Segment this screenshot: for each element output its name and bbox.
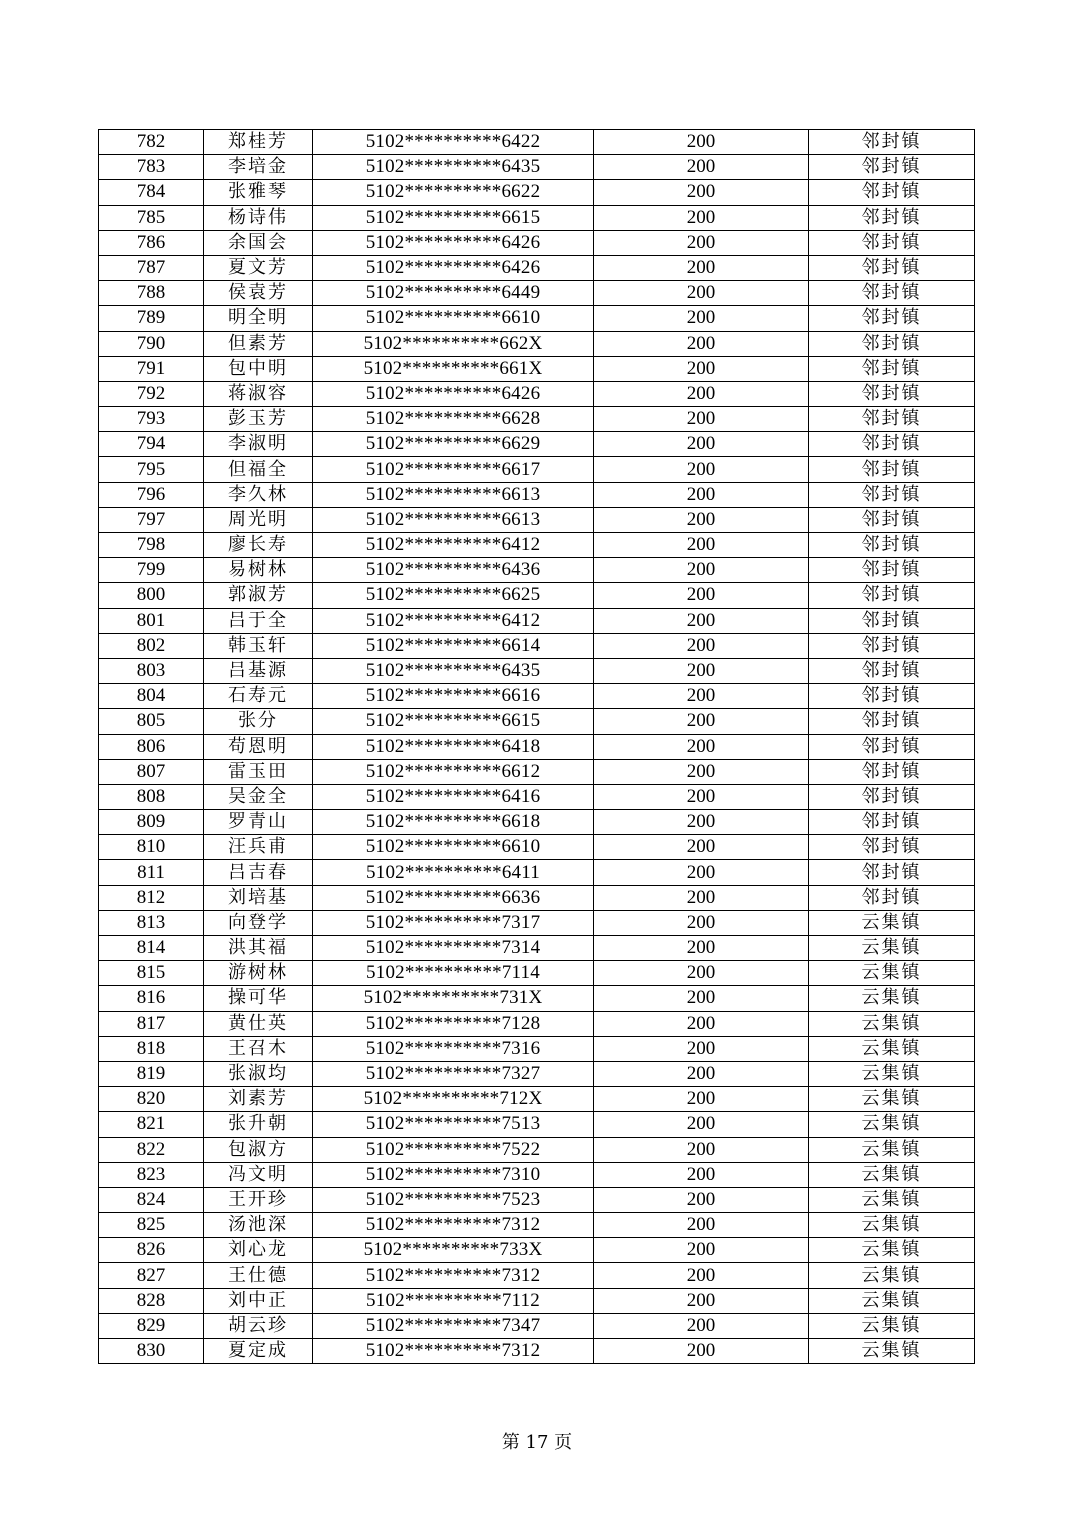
name-cell: 李久林 bbox=[204, 482, 313, 507]
id-number-cell: 5102**********7312 bbox=[313, 1263, 594, 1288]
id-number-cell: 5102**********7523 bbox=[313, 1187, 594, 1212]
row-number-cell: 811 bbox=[99, 860, 204, 885]
amount-cell: 200 bbox=[594, 356, 809, 381]
table-row bbox=[99, 709, 975, 734]
table-row bbox=[99, 885, 975, 910]
name-cell: 刘心龙 bbox=[204, 1238, 313, 1263]
table-row bbox=[99, 936, 975, 961]
name-cell: 夏文芳 bbox=[204, 255, 313, 280]
name-cell: 但福全 bbox=[204, 457, 313, 482]
table-row bbox=[99, 1137, 975, 1162]
table-row bbox=[99, 1112, 975, 1137]
table-row bbox=[99, 1339, 975, 1364]
row-number-cell: 797 bbox=[99, 507, 204, 532]
id-number-cell: 5102**********7310 bbox=[313, 1162, 594, 1187]
amount-cell: 200 bbox=[594, 608, 809, 633]
table-row bbox=[99, 1162, 975, 1187]
town-cell: 邻封镇 bbox=[809, 306, 975, 331]
table-row bbox=[99, 230, 975, 255]
town-cell: 邻封镇 bbox=[809, 130, 975, 155]
row-number-cell: 792 bbox=[99, 381, 204, 406]
amount-cell: 200 bbox=[594, 533, 809, 558]
table-row bbox=[99, 684, 975, 709]
table-row bbox=[99, 130, 975, 155]
id-number-cell: 5102**********6416 bbox=[313, 784, 594, 809]
town-cell: 云集镇 bbox=[809, 1087, 975, 1112]
town-cell: 邻封镇 bbox=[809, 784, 975, 809]
table-row bbox=[99, 1011, 975, 1036]
row-number-cell: 830 bbox=[99, 1339, 204, 1364]
id-number-cell: 5102**********6610 bbox=[313, 835, 594, 860]
amount-cell: 200 bbox=[594, 281, 809, 306]
name-cell: 刘中正 bbox=[204, 1288, 313, 1313]
table-row bbox=[99, 986, 975, 1011]
row-number-cell: 807 bbox=[99, 759, 204, 784]
id-number-cell: 5102**********6615 bbox=[313, 205, 594, 230]
row-number-cell: 825 bbox=[99, 1213, 204, 1238]
town-cell: 云集镇 bbox=[809, 1313, 975, 1338]
town-cell: 云集镇 bbox=[809, 1061, 975, 1086]
name-cell: 刘培基 bbox=[204, 885, 313, 910]
amount-cell: 200 bbox=[594, 658, 809, 683]
row-number-cell: 822 bbox=[99, 1137, 204, 1162]
name-cell: 张分 bbox=[204, 709, 313, 734]
town-cell: 邻封镇 bbox=[809, 281, 975, 306]
table-row bbox=[99, 205, 975, 230]
row-number-cell: 810 bbox=[99, 835, 204, 860]
row-number-cell: 802 bbox=[99, 633, 204, 658]
town-cell: 邻封镇 bbox=[809, 381, 975, 406]
table-row bbox=[99, 482, 975, 507]
id-number-cell: 5102**********731X bbox=[313, 986, 594, 1011]
id-number-cell: 5102**********6616 bbox=[313, 684, 594, 709]
table-row bbox=[99, 306, 975, 331]
town-cell: 邻封镇 bbox=[809, 155, 975, 180]
name-cell: 苟恩明 bbox=[204, 734, 313, 759]
table-row bbox=[99, 658, 975, 683]
id-number-cell: 5102**********6426 bbox=[313, 255, 594, 280]
amount-cell: 200 bbox=[594, 1162, 809, 1187]
table-row bbox=[99, 860, 975, 885]
town-cell: 邻封镇 bbox=[809, 533, 975, 558]
id-number-cell: 5102**********7128 bbox=[313, 1011, 594, 1036]
id-number-cell: 5102**********6422 bbox=[313, 130, 594, 155]
table-row bbox=[99, 180, 975, 205]
id-number-cell: 5102**********6436 bbox=[313, 558, 594, 583]
amount-cell: 200 bbox=[594, 860, 809, 885]
row-number-cell: 786 bbox=[99, 230, 204, 255]
id-number-cell: 5102**********6412 bbox=[313, 533, 594, 558]
id-number-cell: 5102**********6426 bbox=[313, 381, 594, 406]
name-cell: 黄仕英 bbox=[204, 1011, 313, 1036]
town-cell: 邻封镇 bbox=[809, 507, 975, 532]
name-cell: 杨诗伟 bbox=[204, 205, 313, 230]
table-row bbox=[99, 910, 975, 935]
name-cell: 郭淑芳 bbox=[204, 583, 313, 608]
town-cell: 云集镇 bbox=[809, 1162, 975, 1187]
row-number-cell: 826 bbox=[99, 1238, 204, 1263]
amount-cell: 200 bbox=[594, 507, 809, 532]
row-number-cell: 787 bbox=[99, 255, 204, 280]
name-cell: 包淑方 bbox=[204, 1137, 313, 1162]
amount-cell: 200 bbox=[594, 810, 809, 835]
amount-cell: 200 bbox=[594, 457, 809, 482]
name-cell: 汤池深 bbox=[204, 1213, 313, 1238]
row-number-cell: 819 bbox=[99, 1061, 204, 1086]
name-cell: 周光明 bbox=[204, 507, 313, 532]
id-number-cell: 5102**********7316 bbox=[313, 1036, 594, 1061]
table-row bbox=[99, 1213, 975, 1238]
amount-cell: 200 bbox=[594, 684, 809, 709]
id-number-cell: 5102**********662X bbox=[313, 331, 594, 356]
id-number-cell: 5102**********6618 bbox=[313, 810, 594, 835]
row-number-cell: 808 bbox=[99, 784, 204, 809]
name-cell: 胡云珍 bbox=[204, 1313, 313, 1338]
row-number-cell: 790 bbox=[99, 331, 204, 356]
name-cell: 王召木 bbox=[204, 1036, 313, 1061]
id-number-cell: 5102**********6614 bbox=[313, 633, 594, 658]
id-number-cell: 5102**********6613 bbox=[313, 482, 594, 507]
table-row bbox=[99, 1288, 975, 1313]
table-row bbox=[99, 1313, 975, 1338]
row-number-cell: 816 bbox=[99, 986, 204, 1011]
town-cell: 云集镇 bbox=[809, 1036, 975, 1061]
table-row bbox=[99, 759, 975, 784]
name-cell: 张淑均 bbox=[204, 1061, 313, 1086]
amount-cell: 200 bbox=[594, 1263, 809, 1288]
row-number-cell: 829 bbox=[99, 1313, 204, 1338]
town-cell: 邻封镇 bbox=[809, 709, 975, 734]
table-row bbox=[99, 734, 975, 759]
id-number-cell: 5102**********7317 bbox=[313, 910, 594, 935]
town-cell: 邻封镇 bbox=[809, 180, 975, 205]
town-cell: 邻封镇 bbox=[809, 835, 975, 860]
table-row bbox=[99, 558, 975, 583]
town-cell: 云集镇 bbox=[809, 1011, 975, 1036]
row-number-cell: 788 bbox=[99, 281, 204, 306]
row-number-cell: 805 bbox=[99, 709, 204, 734]
id-number-cell: 5102**********6435 bbox=[313, 155, 594, 180]
table-row bbox=[99, 1187, 975, 1212]
amount-cell: 200 bbox=[594, 155, 809, 180]
name-cell: 雷玉田 bbox=[204, 759, 313, 784]
name-cell: 但素芳 bbox=[204, 331, 313, 356]
name-cell: 易树林 bbox=[204, 558, 313, 583]
table-row bbox=[99, 507, 975, 532]
row-number-cell: 818 bbox=[99, 1036, 204, 1061]
amount-cell: 200 bbox=[594, 1187, 809, 1212]
row-number-cell: 791 bbox=[99, 356, 204, 381]
id-number-cell: 5102**********7522 bbox=[313, 1137, 594, 1162]
name-cell: 蒋淑容 bbox=[204, 381, 313, 406]
name-cell: 吕基源 bbox=[204, 658, 313, 683]
name-cell: 冯文明 bbox=[204, 1162, 313, 1187]
name-cell: 罗青山 bbox=[204, 810, 313, 835]
id-number-cell: 5102**********661X bbox=[313, 356, 594, 381]
row-number-cell: 823 bbox=[99, 1162, 204, 1187]
amount-cell: 200 bbox=[594, 633, 809, 658]
town-cell: 邻封镇 bbox=[809, 432, 975, 457]
amount-cell: 200 bbox=[594, 1112, 809, 1137]
row-number-cell: 785 bbox=[99, 205, 204, 230]
amount-cell: 200 bbox=[594, 331, 809, 356]
amount-cell: 200 bbox=[594, 230, 809, 255]
id-number-cell: 5102**********6411 bbox=[313, 860, 594, 885]
id-number-cell: 5102**********6418 bbox=[313, 734, 594, 759]
row-number-cell: 812 bbox=[99, 885, 204, 910]
id-number-cell: 5102**********7312 bbox=[313, 1339, 594, 1364]
table-row bbox=[99, 1036, 975, 1061]
table-row bbox=[99, 255, 975, 280]
town-cell: 邻封镇 bbox=[809, 810, 975, 835]
amount-cell: 200 bbox=[594, 205, 809, 230]
table-row bbox=[99, 381, 975, 406]
row-number-cell: 804 bbox=[99, 684, 204, 709]
row-number-cell: 794 bbox=[99, 432, 204, 457]
row-number-cell: 801 bbox=[99, 608, 204, 633]
amount-cell: 200 bbox=[594, 885, 809, 910]
amount-cell: 200 bbox=[594, 1288, 809, 1313]
town-cell: 云集镇 bbox=[809, 1238, 975, 1263]
id-number-cell: 5102**********6612 bbox=[313, 759, 594, 784]
amount-cell: 200 bbox=[594, 986, 809, 1011]
table-row bbox=[99, 331, 975, 356]
id-number-cell: 5102**********6636 bbox=[313, 885, 594, 910]
amount-cell: 200 bbox=[594, 835, 809, 860]
table-row bbox=[99, 1087, 975, 1112]
town-cell: 邻封镇 bbox=[809, 356, 975, 381]
name-cell: 向登学 bbox=[204, 910, 313, 935]
id-number-cell: 5102**********6613 bbox=[313, 507, 594, 532]
town-cell: 云集镇 bbox=[809, 1339, 975, 1364]
id-number-cell: 5102**********7347 bbox=[313, 1313, 594, 1338]
town-cell: 云集镇 bbox=[809, 1187, 975, 1212]
town-cell: 邻封镇 bbox=[809, 331, 975, 356]
town-cell: 云集镇 bbox=[809, 1137, 975, 1162]
id-number-cell: 5102**********6426 bbox=[313, 230, 594, 255]
town-cell: 云集镇 bbox=[809, 1288, 975, 1313]
town-cell: 邻封镇 bbox=[809, 583, 975, 608]
subsidy-roster-table bbox=[98, 129, 975, 1364]
row-number-cell: 793 bbox=[99, 407, 204, 432]
name-cell: 王开珍 bbox=[204, 1187, 313, 1212]
row-number-cell: 800 bbox=[99, 583, 204, 608]
name-cell: 吕吉春 bbox=[204, 860, 313, 885]
row-number-cell: 824 bbox=[99, 1187, 204, 1212]
row-number-cell: 809 bbox=[99, 810, 204, 835]
name-cell: 洪其福 bbox=[204, 936, 313, 961]
town-cell: 邻封镇 bbox=[809, 407, 975, 432]
amount-cell: 200 bbox=[594, 583, 809, 608]
name-cell: 包中明 bbox=[204, 356, 313, 381]
name-cell: 吕于全 bbox=[204, 608, 313, 633]
id-number-cell: 5102**********7327 bbox=[313, 1061, 594, 1086]
row-number-cell: 820 bbox=[99, 1087, 204, 1112]
amount-cell: 200 bbox=[594, 759, 809, 784]
amount-cell: 200 bbox=[594, 432, 809, 457]
amount-cell: 200 bbox=[594, 1137, 809, 1162]
town-cell: 邻封镇 bbox=[809, 759, 975, 784]
table-row bbox=[99, 633, 975, 658]
row-number-cell: 798 bbox=[99, 533, 204, 558]
town-cell: 邻封镇 bbox=[809, 558, 975, 583]
amount-cell: 200 bbox=[594, 381, 809, 406]
row-number-cell: 814 bbox=[99, 936, 204, 961]
town-cell: 邻封镇 bbox=[809, 860, 975, 885]
name-cell: 明全明 bbox=[204, 306, 313, 331]
amount-cell: 200 bbox=[594, 306, 809, 331]
id-number-cell: 5102**********7314 bbox=[313, 936, 594, 961]
id-number-cell: 5102**********6412 bbox=[313, 608, 594, 633]
row-number-cell: 821 bbox=[99, 1112, 204, 1137]
amount-cell: 200 bbox=[594, 784, 809, 809]
row-number-cell: 815 bbox=[99, 961, 204, 986]
table-row bbox=[99, 784, 975, 809]
name-cell: 韩玉轩 bbox=[204, 633, 313, 658]
town-cell: 云集镇 bbox=[809, 936, 975, 961]
page-number: 第 17 页 bbox=[501, 1432, 573, 1453]
amount-cell: 200 bbox=[594, 1213, 809, 1238]
amount-cell: 200 bbox=[594, 709, 809, 734]
amount-cell: 200 bbox=[594, 1087, 809, 1112]
row-number-cell: 828 bbox=[99, 1288, 204, 1313]
town-cell: 邻封镇 bbox=[809, 734, 975, 759]
id-number-cell: 5102**********6625 bbox=[313, 583, 594, 608]
name-cell: 余国会 bbox=[204, 230, 313, 255]
row-number-cell: 827 bbox=[99, 1263, 204, 1288]
town-cell: 邻封镇 bbox=[809, 230, 975, 255]
amount-cell: 200 bbox=[594, 1036, 809, 1061]
amount-cell: 200 bbox=[594, 558, 809, 583]
amount-cell: 200 bbox=[594, 1061, 809, 1086]
town-cell: 云集镇 bbox=[809, 961, 975, 986]
row-number-cell: 799 bbox=[99, 558, 204, 583]
amount-cell: 200 bbox=[594, 936, 809, 961]
name-cell: 李培金 bbox=[204, 155, 313, 180]
row-number-cell: 803 bbox=[99, 658, 204, 683]
row-number-cell: 789 bbox=[99, 306, 204, 331]
town-cell: 云集镇 bbox=[809, 910, 975, 935]
amount-cell: 200 bbox=[594, 482, 809, 507]
row-number-cell: 784 bbox=[99, 180, 204, 205]
town-cell: 邻封镇 bbox=[809, 482, 975, 507]
amount-cell: 200 bbox=[594, 734, 809, 759]
id-number-cell: 5102**********712X bbox=[313, 1087, 594, 1112]
id-number-cell: 5102**********6617 bbox=[313, 457, 594, 482]
name-cell: 刘素芳 bbox=[204, 1087, 313, 1112]
id-number-cell: 5102**********6610 bbox=[313, 306, 594, 331]
amount-cell: 200 bbox=[594, 1238, 809, 1263]
town-cell: 邻封镇 bbox=[809, 684, 975, 709]
row-number-cell: 783 bbox=[99, 155, 204, 180]
id-number-cell: 5102**********6622 bbox=[313, 180, 594, 205]
id-number-cell: 5102**********6628 bbox=[313, 407, 594, 432]
amount-cell: 200 bbox=[594, 130, 809, 155]
amount-cell: 200 bbox=[594, 1339, 809, 1364]
name-cell: 侯袁芳 bbox=[204, 281, 313, 306]
roster-body bbox=[99, 130, 975, 1364]
town-cell: 云集镇 bbox=[809, 1213, 975, 1238]
id-number-cell: 5102**********6435 bbox=[313, 658, 594, 683]
town-cell: 邻封镇 bbox=[809, 255, 975, 280]
id-number-cell: 5102**********7312 bbox=[313, 1213, 594, 1238]
name-cell: 郑桂芳 bbox=[204, 130, 313, 155]
name-cell: 王仕德 bbox=[204, 1263, 313, 1288]
table-row bbox=[99, 281, 975, 306]
town-cell: 云集镇 bbox=[809, 986, 975, 1011]
table-row bbox=[99, 1263, 975, 1288]
table-row bbox=[99, 961, 975, 986]
row-number-cell: 795 bbox=[99, 457, 204, 482]
town-cell: 邻封镇 bbox=[809, 457, 975, 482]
id-number-cell: 5102**********6615 bbox=[313, 709, 594, 734]
table-row bbox=[99, 533, 975, 558]
id-number-cell: 5102**********7112 bbox=[313, 1288, 594, 1313]
row-number-cell: 796 bbox=[99, 482, 204, 507]
name-cell: 彭玉芳 bbox=[204, 407, 313, 432]
name-cell: 吴金全 bbox=[204, 784, 313, 809]
row-number-cell: 817 bbox=[99, 1011, 204, 1036]
row-number-cell: 782 bbox=[99, 130, 204, 155]
amount-cell: 200 bbox=[594, 180, 809, 205]
amount-cell: 200 bbox=[594, 961, 809, 986]
row-number-cell: 813 bbox=[99, 910, 204, 935]
town-cell: 邻封镇 bbox=[809, 885, 975, 910]
amount-cell: 200 bbox=[594, 910, 809, 935]
table-row bbox=[99, 810, 975, 835]
name-cell: 操可华 bbox=[204, 986, 313, 1011]
table-row bbox=[99, 1238, 975, 1263]
table-row bbox=[99, 608, 975, 633]
table-row bbox=[99, 432, 975, 457]
name-cell: 张雅琴 bbox=[204, 180, 313, 205]
town-cell: 云集镇 bbox=[809, 1112, 975, 1137]
id-number-cell: 5102**********6629 bbox=[313, 432, 594, 457]
id-number-cell: 5102**********7114 bbox=[313, 961, 594, 986]
table-row bbox=[99, 583, 975, 608]
town-cell: 邻封镇 bbox=[809, 608, 975, 633]
town-cell: 邻封镇 bbox=[809, 205, 975, 230]
town-cell: 邻封镇 bbox=[809, 633, 975, 658]
table-row bbox=[99, 835, 975, 860]
name-cell: 夏定成 bbox=[204, 1339, 313, 1364]
amount-cell: 200 bbox=[594, 407, 809, 432]
id-number-cell: 5102**********7513 bbox=[313, 1112, 594, 1137]
name-cell: 石寿元 bbox=[204, 684, 313, 709]
table-row bbox=[99, 407, 975, 432]
table-row bbox=[99, 356, 975, 381]
table-row bbox=[99, 457, 975, 482]
id-number-cell: 5102**********6449 bbox=[313, 281, 594, 306]
amount-cell: 200 bbox=[594, 1011, 809, 1036]
row-number-cell: 806 bbox=[99, 734, 204, 759]
name-cell: 李淑明 bbox=[204, 432, 313, 457]
table-row bbox=[99, 1061, 975, 1086]
name-cell: 游树林 bbox=[204, 961, 313, 986]
name-cell: 汪兵甫 bbox=[204, 835, 313, 860]
id-number-cell: 5102**********733X bbox=[313, 1238, 594, 1263]
name-cell: 张升朝 bbox=[204, 1112, 313, 1137]
town-cell: 邻封镇 bbox=[809, 658, 975, 683]
amount-cell: 200 bbox=[594, 255, 809, 280]
amount-cell: 200 bbox=[594, 1313, 809, 1338]
town-cell: 云集镇 bbox=[809, 1263, 975, 1288]
table-row bbox=[99, 155, 975, 180]
name-cell: 廖长寿 bbox=[204, 533, 313, 558]
